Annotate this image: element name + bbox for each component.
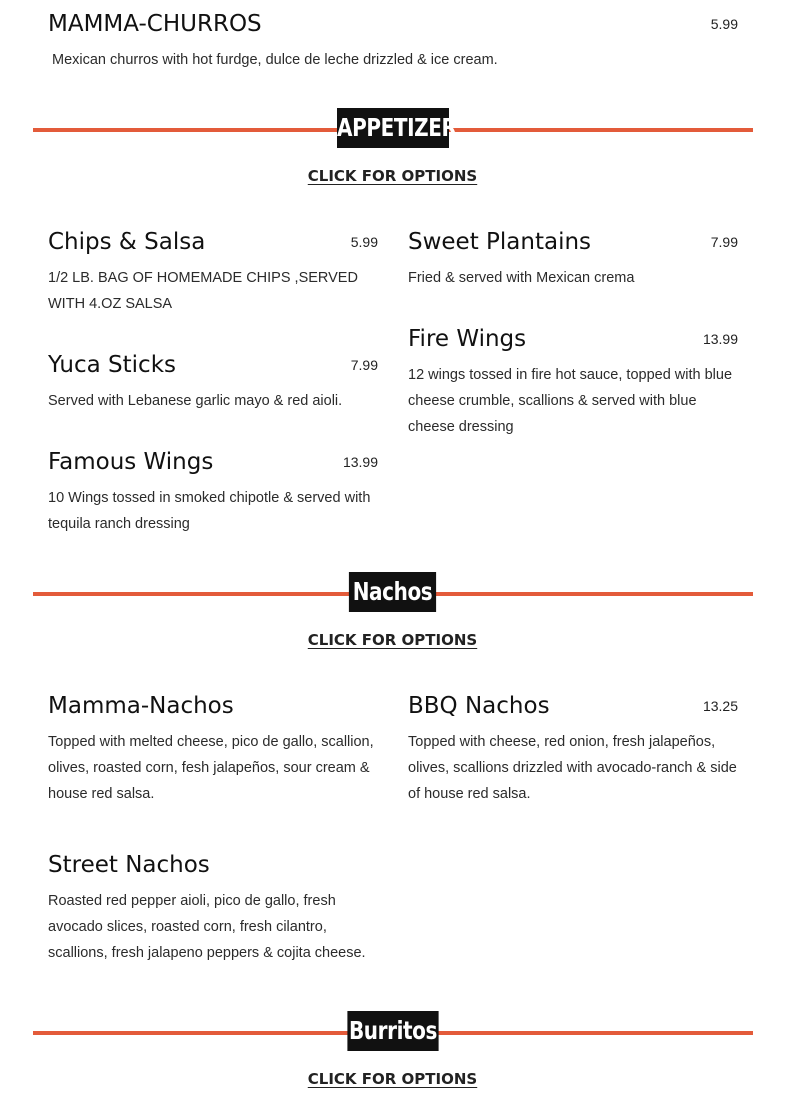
item-title-sweet-plantains: Sweet Plantains (408, 229, 592, 255)
section-heading-nachos: Nachos (349, 572, 436, 612)
item-title-mamma-nachos: Mamma-Nachos (48, 693, 234, 719)
item-price-famous-wings: 13.99 (342, 454, 378, 470)
section-heading-burritos: Burritos (347, 1011, 438, 1051)
nachos-options-link[interactable] (0, 630, 785, 650)
item-price-bbq-nachos: 13.25 (702, 698, 738, 714)
item-title-chips-salsa: Chips & Salsa (48, 229, 206, 255)
item-description-fire-wings: 12 wings tossed in fire hot sauce, topped with blue cheese crumble, scallions & served with blue cheese dressing (408, 367, 733, 435)
item-title-yuca-sticks: Yuca Sticks (48, 352, 176, 378)
item-price-fire-wings: 13.99 (702, 331, 738, 347)
item-title-fire-wings: Fire Wings (408, 326, 527, 352)
item-description-yuca-sticks: Served with Lebanese garlic mayo & red aioli. (48, 393, 343, 409)
item-description-chips-salsa: 1/2 LB. BAG OF HOMEMADE CHIPS ,SERVED WITH 4.OZ SALSA (48, 270, 358, 312)
item-price-yuca-sticks: 7.99 (350, 357, 378, 373)
item-title-mamma-churros: MAMMA-CHURROS (48, 11, 262, 37)
item-description-sweet-plantains: Fried & served with Mexican crema (408, 270, 635, 286)
item-price-sweet-plantains: 7.99 (710, 234, 738, 250)
item-title-street-nachos: Street Nachos (48, 852, 210, 878)
nachos-options-link-text[interactable]: CLICK FOR OPTIONS (307, 631, 478, 649)
item-description-famous-wings: 10 Wings tossed in smoked chipotle & served with tequila ranch dressing (48, 490, 371, 532)
burritos-options-link[interactable] (0, 1069, 785, 1089)
appetizer-options-link-text[interactable]: CLICK FOR OPTIONS (307, 167, 478, 185)
item-description-mamma-churros: Mexican churros with hot furdge, dulce de leche drizzled & ice cream. (52, 52, 498, 68)
item-description-bbq-nachos: Topped with cheese, red onion, fresh jalapeños, olives, scallions drizzled with avocado-ranch & side of house red salsa. (408, 734, 737, 802)
item-title-bbq-nachos: BBQ Nachos (408, 693, 550, 719)
item-description-mamma-nachos: Topped with melted cheese, pico de gallo, scallion, olives, roasted corn, fesh jalapeños, sour cream & house red salsa. (48, 734, 374, 802)
item-title-famous-wings: Famous Wings (48, 449, 214, 475)
item-description-street-nachos: Roasted red pepper aioli, pico de gallo, fresh avocado slices, roasted corn, fresh cilantro, scallions, fresh jalapeno peppers & cojita cheese. (48, 893, 366, 961)
item-price-mamma-churros: 5.99 (710, 16, 738, 32)
burritos-options-link-text[interactable]: CLICK FOR OPTIONS (307, 1070, 478, 1088)
item-price-chips-salsa: 5.99 (350, 234, 378, 250)
section-heading-appetizer: APPETIZER (337, 108, 449, 148)
appetizer-options-link[interactable] (0, 166, 785, 186)
